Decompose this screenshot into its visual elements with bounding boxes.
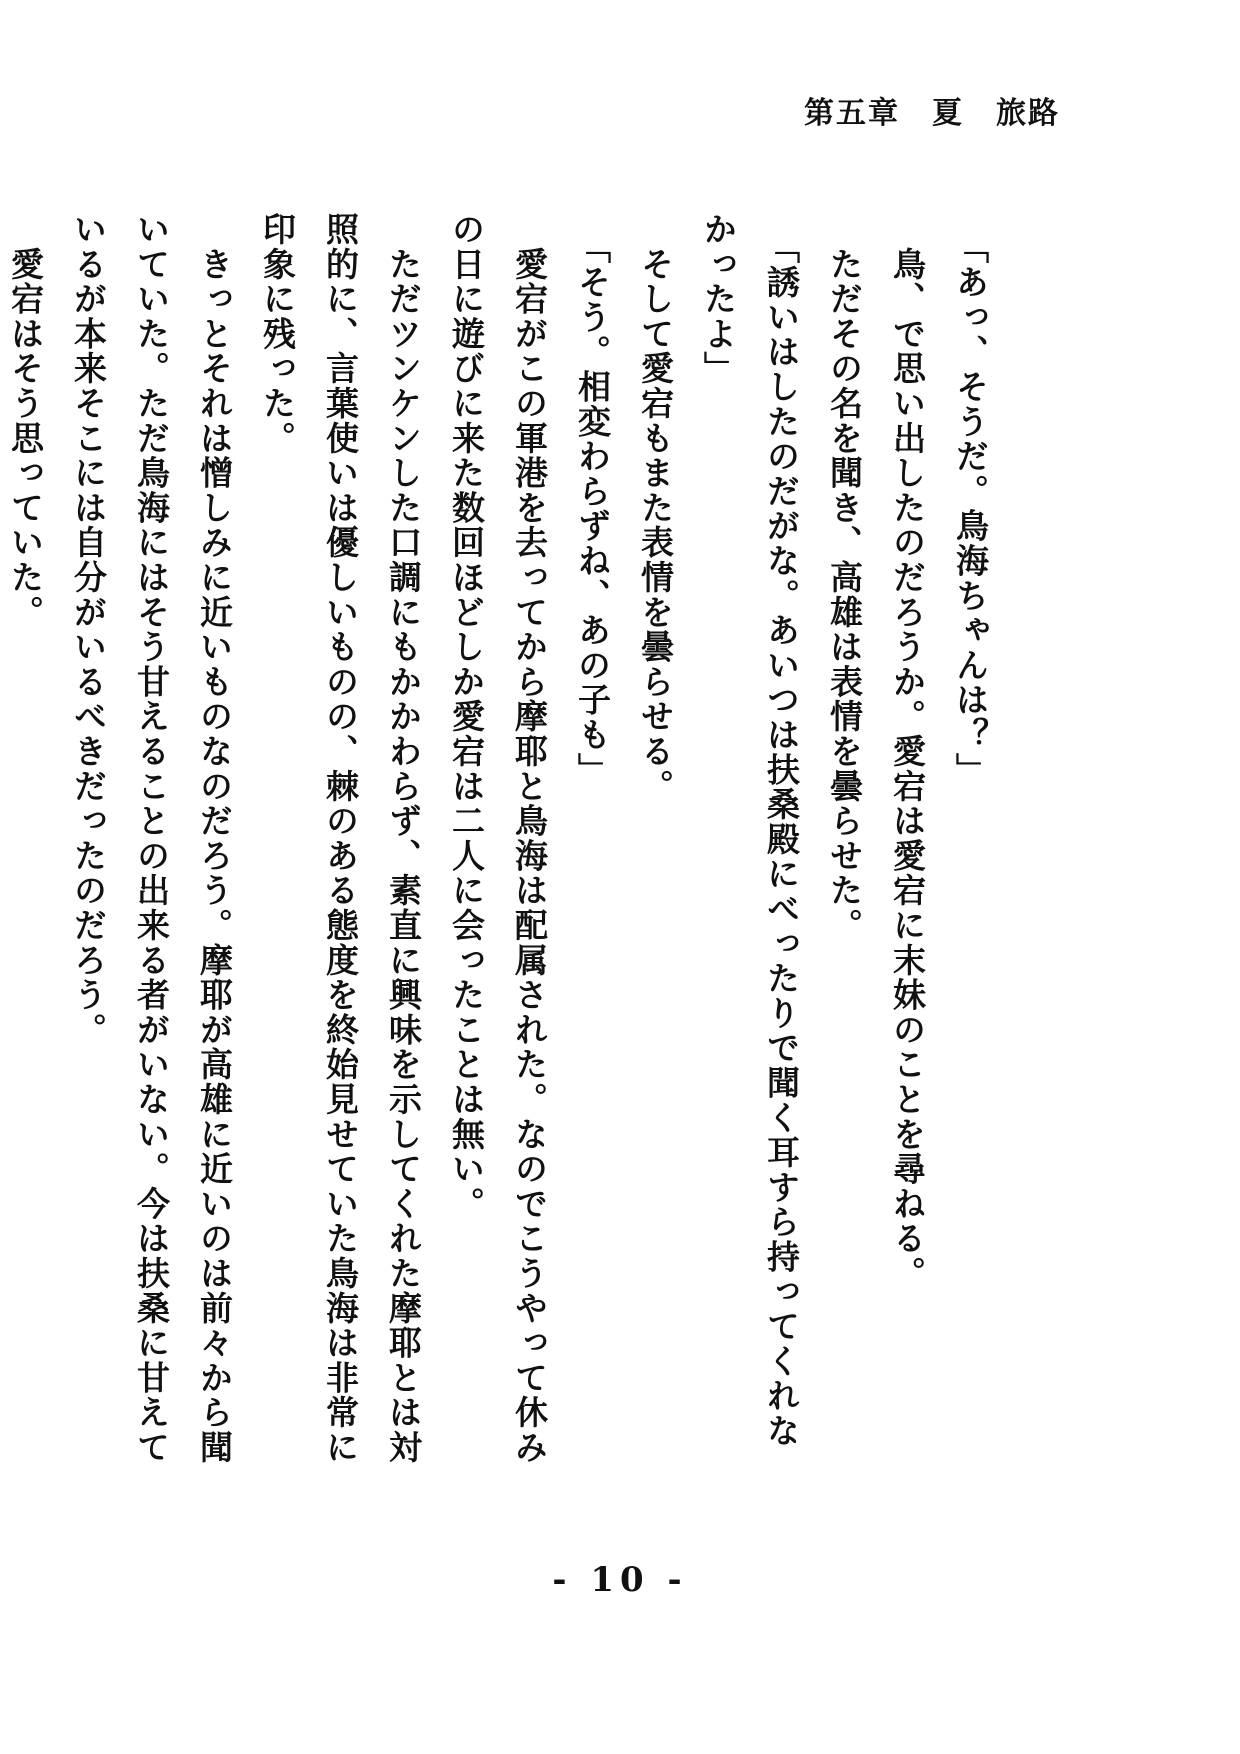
chapter-title: 第五章 夏 旅路 xyxy=(804,96,1060,131)
page-number: - 10 - xyxy=(552,1560,688,1600)
paragraph-dialogue-3: 「そう。相変わらずね、あの子も」 xyxy=(573,212,612,788)
paragraph-narration-7: 愛宕はそう思っていた。 xyxy=(6,212,45,630)
paragraph-narration-1: 鳥、で思い出したのだろうか。愛宕は愛宕に末妹のことを尋ねる。 xyxy=(888,212,927,1291)
paragraph-narration-2: ただその名を聞き、高雄は表情を曇らせた。 xyxy=(825,212,864,943)
body-text xyxy=(6,212,1002,1472)
paragraph-narration-4: 愛宕がこの軍港を去ってから摩耶と鳥海は配属された。なのでこうやって休みの日に遊びに来た数回ほどしか愛宕は二人に会ったことは無い。 xyxy=(447,212,549,1465)
paragraph-dialogue-1: 「あっ、そうだ。鳥海ちゃんは？」 xyxy=(951,212,990,788)
paragraph-dialogue-2: 「誘いはしたのだがな。あいつは扶桑殿にべったりで聞く耳すら持ってくれなかったよ」 xyxy=(699,212,801,1449)
paragraph-narration-6: きっとそれは憎しみに近いものなのだろう。摩耶が高雄に近いのは前々から聞いていた。ただ鳥海にはそう甘えることの出来る者がいない。今は扶桑に甘えているが本来そこには自分がいるべきだったのだろう。 xyxy=(69,212,234,1465)
paragraph-narration-5: ただツンケンした口調にもかかわらず、素直に興味を示してくれた摩耶とは対照的に、言葉使いは優しいものの、棘のある態度を終始見せていた鳥海は非常に印象に残った。 xyxy=(258,212,423,1465)
paragraph-narration-3: そして愛宕もまた表情を曇らせる。 xyxy=(636,212,675,804)
